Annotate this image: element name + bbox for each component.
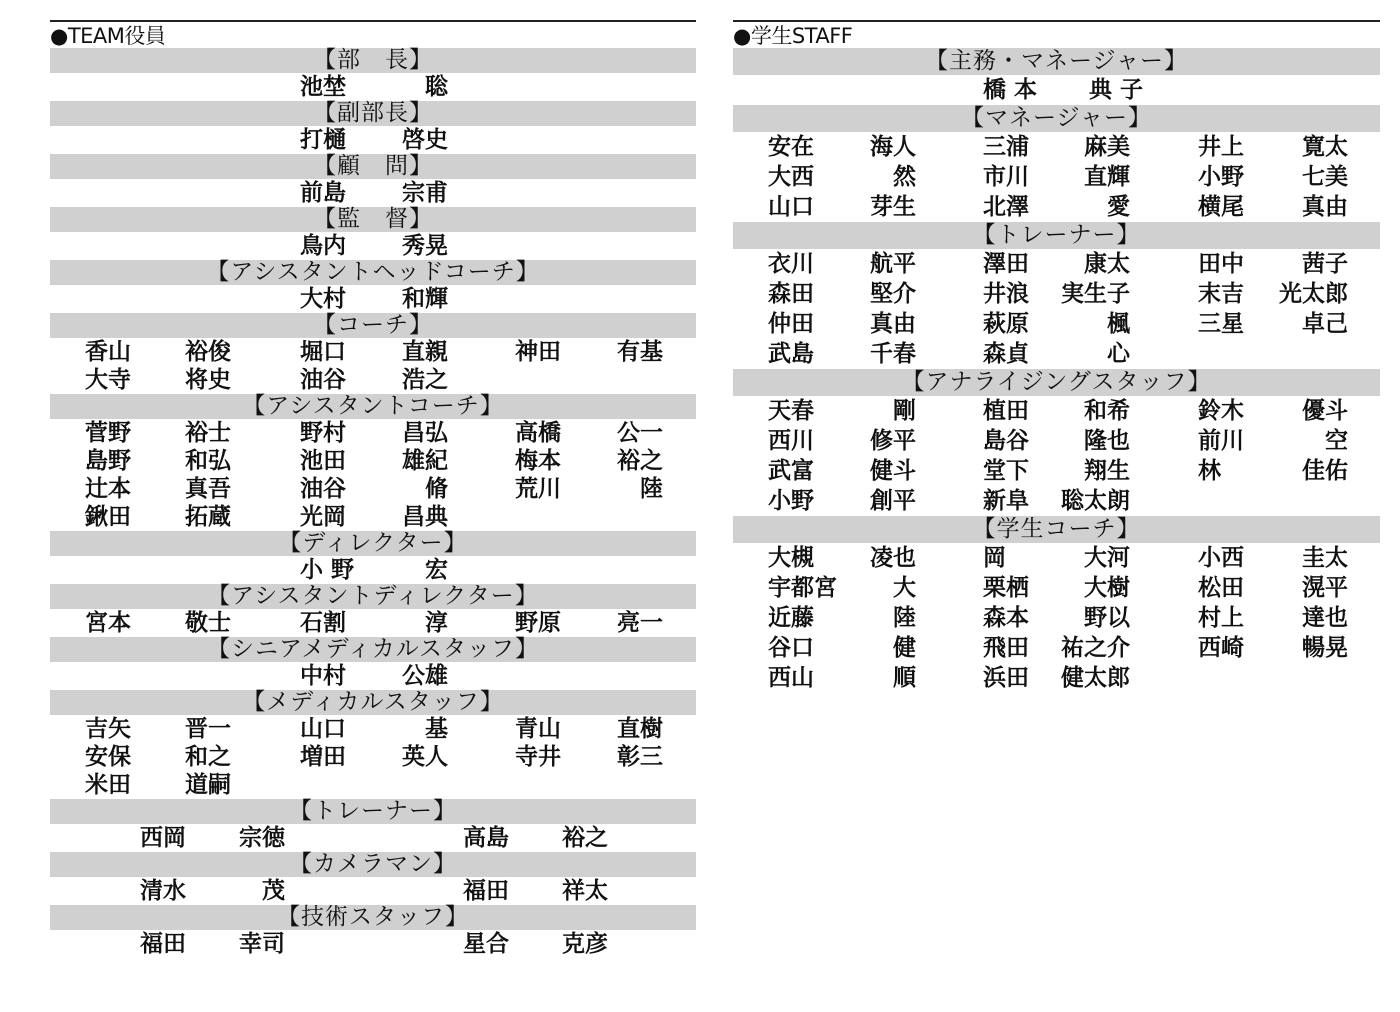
given-name: 卓己 [1302,311,1348,337]
given-name: 秀晃 [402,233,448,259]
surname: 光岡 [300,504,346,530]
surname: 森田 [768,281,814,307]
section-header: 【トレーナー】 [733,222,1380,249]
section-header: 【技術スタッフ】 [50,905,696,930]
given-name: 真由 [870,311,916,337]
surname: 井浪 [983,281,1029,307]
name-row [50,930,696,958]
name-row [733,426,1380,456]
given-name: 陸 [893,605,916,631]
name-row [733,192,1380,222]
given-name: 海人 [870,134,916,160]
name-row [50,366,696,394]
surname: 野村 [300,420,346,446]
section-header: 【アナライジングスタッフ】 [733,369,1380,396]
section-header: 【シニアメディカルスタッフ】 [50,637,696,662]
name-row [733,543,1380,573]
given-name: 和之 [185,744,231,770]
surname: 松田 [1198,575,1244,601]
surname: 池埜 [300,74,346,100]
given-name: 昌弘 [402,420,448,446]
given-name: 健太郎 [1061,665,1130,691]
given-name: 直樹 [617,716,663,742]
name-row [733,279,1380,309]
section-header: 【主務・マネージャー】 [733,48,1380,75]
given-name: 聡太朗 [1061,488,1130,514]
surname: 中村 [300,663,346,689]
surname: 野原 [515,610,561,636]
given-name: 昌典 [402,504,448,530]
surname: 武島 [768,341,814,367]
name-row [50,447,696,475]
surname: 西山 [768,665,814,691]
name-row [50,285,696,313]
given-name: 英人 [402,744,448,770]
given-name: 優斗 [1302,398,1348,424]
surname: 荒川 [515,476,561,502]
name-row [50,179,696,207]
name-row [733,339,1380,369]
name-row [50,556,696,584]
surname: 三浦 [983,134,1029,160]
given-name: 啓史 [402,127,448,153]
surname: 植田 [983,398,1029,424]
given-name: 修平 [870,428,916,454]
given-name: 裕士 [185,420,231,446]
given-name: 祥太 [562,878,608,904]
name-row [50,503,696,531]
name-row [733,75,1380,105]
section-header: 【アシスタントヘッドコーチ】 [50,260,696,285]
given-name: 公雄 [402,663,448,689]
section-header: 【副部長】 [50,101,696,126]
given-name: 大樹 [1084,575,1130,601]
surname: 井上 [1198,134,1244,160]
surname: 油谷 [300,476,346,502]
given-name: 暢晃 [1302,635,1348,661]
surname: 前川 [1198,428,1244,454]
given-name: 和希 [1084,398,1130,424]
surname: 末吉 [1198,281,1244,307]
surname: 大寺 [85,367,131,393]
surname: 近藤 [768,605,814,631]
given-name: 直輝 [1084,164,1130,190]
given-name: 隆也 [1084,428,1130,454]
name-row [733,663,1380,693]
surname: 鍬田 [85,504,131,530]
surname: 天春 [768,398,814,424]
surname: 田中 [1198,251,1244,277]
given-name: 拓蔵 [185,504,231,530]
surname: 安保 [85,744,131,770]
surname: 山口 [300,716,346,742]
given-name: 真吾 [185,476,231,502]
surname: 小野 [1198,164,1244,190]
surname: 梅本 [515,448,561,474]
name-row [733,396,1380,426]
given-name: 直親 [402,339,448,365]
given-name: 典 子 [1088,77,1143,103]
name-row [733,456,1380,486]
name-row [50,419,696,447]
name-row [50,609,696,637]
surname: 神田 [515,339,561,365]
given-name: 翔生 [1084,458,1130,484]
surname: 浜田 [983,665,1029,691]
given-name: 心 [1107,341,1130,367]
surname: 石割 [300,610,346,636]
given-name: 真由 [1302,194,1348,220]
surname: 島谷 [983,428,1029,454]
given-name: 茜子 [1302,251,1348,277]
surname: 横尾 [1198,194,1244,220]
given-name: 楓 [1107,311,1130,337]
given-name: 実生子 [1061,281,1130,307]
given-name: 陸 [640,476,663,502]
name-row [733,573,1380,603]
surname: 高島 [463,825,509,851]
surname: 橋 本 [983,77,1038,103]
section-header: 【メディカルスタッフ】 [50,690,696,715]
section-header: 【マネージャー】 [733,105,1380,132]
given-name: 達也 [1302,605,1348,631]
surname: 小野 [768,488,814,514]
given-name: 裕俊 [185,339,231,365]
given-name: 敬士 [185,610,231,636]
name-row [50,73,696,101]
given-name: 有基 [617,339,663,365]
surname: 大村 [300,286,346,312]
given-name: 和弘 [185,448,231,474]
surname: 前島 [300,180,346,206]
given-name: 康太 [1084,251,1130,277]
section-header: 【顧 問】 [50,154,696,179]
surname: 吉矢 [85,716,131,742]
name-row [50,126,696,154]
surname: 小西 [1198,545,1244,571]
surname: 鈴木 [1198,398,1244,424]
given-name: 将史 [185,367,231,393]
surname: 島野 [85,448,131,474]
surname: 寺井 [515,744,561,770]
surname: 村上 [1198,605,1244,631]
surname: 宇都宮 [768,575,837,601]
surname: 菅野 [85,420,131,446]
section-header: 【カメラマン】 [50,852,696,877]
given-name: 然 [893,164,916,190]
given-name: 脩 [425,476,448,502]
name-row [50,824,696,852]
surname: 森貞 [983,341,1029,367]
team-officers-panel [50,20,696,958]
name-row [733,603,1380,633]
surname: 北澤 [983,194,1029,220]
given-name: 圭太 [1302,545,1348,571]
surname: 堂下 [983,458,1029,484]
given-name: 茂 [262,878,285,904]
given-name: 公一 [617,420,663,446]
surname: 萩原 [983,311,1029,337]
name-row [733,486,1380,516]
surname: 打樋 [300,127,346,153]
name-row [50,743,696,771]
section-header: 【アシスタントディレクター】 [50,584,696,609]
given-name: 芽生 [870,194,916,220]
surname: 福田 [463,878,509,904]
surname: 栗栖 [983,575,1029,601]
given-name: 雄紀 [402,448,448,474]
surname: 高橋 [515,420,561,446]
surname: 堀口 [300,339,346,365]
surname: 香山 [85,339,131,365]
given-name: 大河 [1084,545,1130,571]
given-name: 浩之 [402,367,448,393]
surname: 小 野 [300,557,355,583]
given-name: 裕之 [617,448,663,474]
given-name: 祐之介 [1061,635,1130,661]
surname: 米田 [85,772,131,798]
given-name: 麻美 [1084,134,1130,160]
name-row [50,715,696,743]
surname: 星合 [463,931,509,957]
surname: 岡 [983,545,1006,571]
surname: 武富 [768,458,814,484]
given-name: 光太郎 [1279,281,1348,307]
surname: 澤田 [983,251,1029,277]
surname: 増田 [300,744,346,770]
surname: 池田 [300,448,346,474]
given-name: 基 [425,716,448,742]
given-name: 創平 [870,488,916,514]
given-name: 空 [1325,428,1348,454]
name-row [50,475,696,503]
given-name: 宗甫 [402,180,448,206]
surname: 飛田 [983,635,1029,661]
surname: 三星 [1198,311,1244,337]
surname: 森本 [983,605,1029,631]
surname: 青山 [515,716,561,742]
surname: 安在 [768,134,814,160]
name-row [50,662,696,690]
given-name: 大 [893,575,916,601]
section-header: 【トレーナー】 [50,799,696,824]
given-name: 堅介 [870,281,916,307]
given-name: 凌也 [870,545,916,571]
surname: 山口 [768,194,814,220]
given-name: 道嗣 [185,772,231,798]
section-list [50,48,696,958]
surname: 油谷 [300,367,346,393]
name-row [733,132,1380,162]
surname: 谷口 [768,635,814,661]
given-name: 彰三 [617,744,663,770]
given-name: 滉平 [1302,575,1348,601]
given-name: 佳佑 [1302,458,1348,484]
given-name: 健 [893,635,916,661]
given-name: 裕之 [562,825,608,851]
given-name: 七美 [1302,164,1348,190]
given-name: 千春 [870,341,916,367]
name-row [50,877,696,905]
student-staff-panel [733,20,1380,693]
given-name: 宏 [425,557,448,583]
given-name: 和輝 [402,286,448,312]
name-row [50,771,696,799]
surname: 辻本 [85,476,131,502]
section-list [733,48,1380,693]
surname: 鳥内 [300,233,346,259]
surname: 清水 [140,878,186,904]
surname: 西岡 [140,825,186,851]
name-row [733,162,1380,192]
panel-title: ●学生STAFF [733,20,1380,48]
given-name: 聡 [425,74,448,100]
section-header: 【部 長】 [50,48,696,73]
section-header: 【アシスタントコーチ】 [50,394,696,419]
name-row [733,309,1380,339]
given-name: 幸司 [239,931,285,957]
name-row [733,249,1380,279]
surname: 衣川 [768,251,814,277]
given-name: 克彦 [562,931,608,957]
section-header: 【ディレクター】 [50,531,696,556]
panel-title: ●TEAM役員 [50,20,696,48]
name-row [50,338,696,366]
name-row [50,232,696,260]
given-name: 寛太 [1302,134,1348,160]
given-name: 淳 [425,610,448,636]
surname: 新阜 [983,488,1029,514]
surname: 市川 [983,164,1029,190]
given-name: 順 [893,665,916,691]
surname: 大槻 [768,545,814,571]
given-name: 晋一 [185,716,231,742]
given-name: 宗徳 [239,825,285,851]
given-name: 愛 [1107,194,1130,220]
surname: 福田 [140,931,186,957]
section-header: 【学生コーチ】 [733,516,1380,543]
surname: 林 [1198,458,1221,484]
surname: 大西 [768,164,814,190]
section-header: 【監 督】 [50,207,696,232]
given-name: 健斗 [870,458,916,484]
surname: 西崎 [1198,635,1244,661]
given-name: 航平 [870,251,916,277]
name-row [733,633,1380,663]
given-name: 野以 [1084,605,1130,631]
given-name: 亮一 [617,610,663,636]
surname: 仲田 [768,311,814,337]
section-header: 【コーチ】 [50,313,696,338]
surname: 西川 [768,428,814,454]
given-name: 剛 [893,398,916,424]
surname: 宮本 [85,610,131,636]
